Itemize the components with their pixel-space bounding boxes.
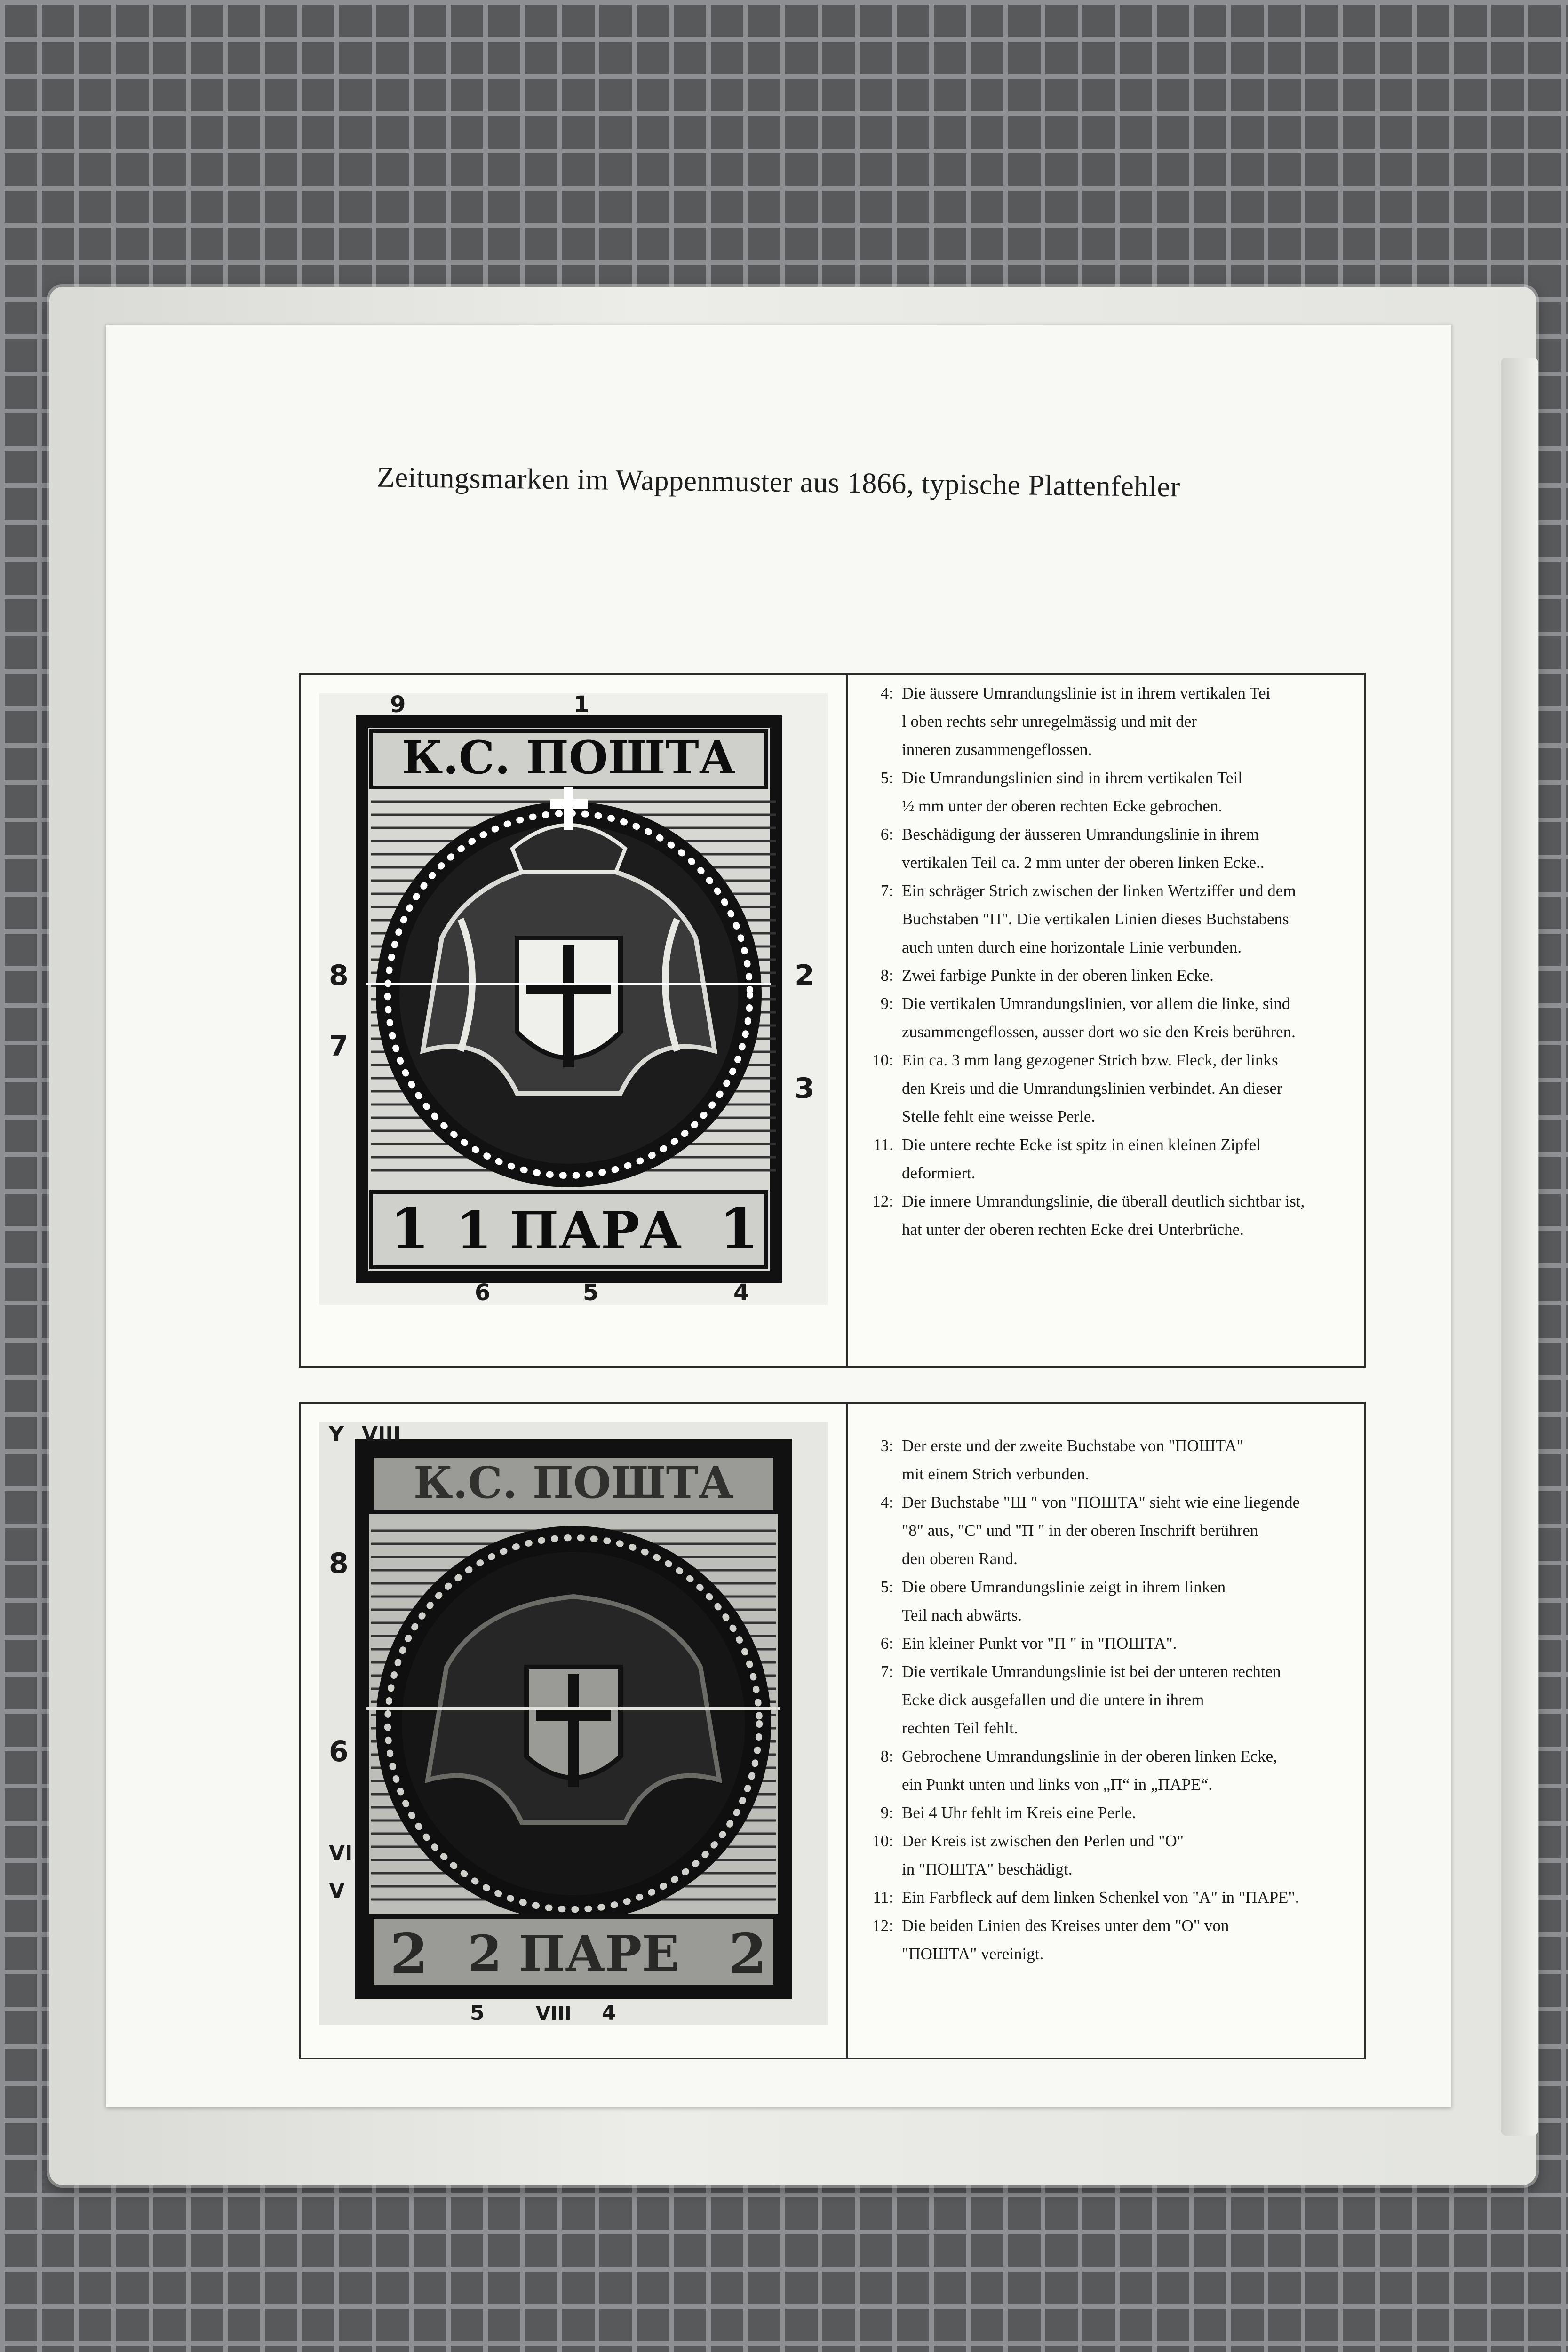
defect-text: Die innere Umrandungslinie, die überall deutlich sichtbar ist, hat unter der oberen rechten Ecke drei Unterbrüche. <box>902 1192 1305 1239</box>
defect-marker: 4 <box>733 1279 749 1305</box>
defect-marker: 3 <box>795 1072 814 1105</box>
defect-item <box>860 1742 1353 1799</box>
defect-marker: VIII <box>362 1422 401 1446</box>
defect-number: 9: <box>880 994 893 1013</box>
defect-text: Beschädigung der äusseren Umrandungslinie in ihrem vertikalen Teil ca. 2 mm unter der oberen linken Ecke.. <box>902 825 1265 872</box>
defect-marker: 6 <box>329 1735 349 1768</box>
defect-marker: V <box>329 1879 345 1903</box>
defect-text: Die Umrandungslinien sind in ihrem vertikalen Teil ½ mm unter der oberen rechten Ecke gebrochen. <box>902 769 1242 815</box>
defect-marker: 8 <box>329 1547 349 1580</box>
album-page <box>106 325 1451 2107</box>
defect-number: 8: <box>880 966 893 985</box>
panel-divider <box>846 1404 848 2058</box>
defect-text: Die obere Umrandungslinie zeigt in ihrem linken Teil nach abwärts. <box>902 1578 1226 1624</box>
defect-text: Bei 4 Uhr fehlt im Kreis eine Perle. <box>902 1804 1136 1822</box>
defect-item <box>860 1799 1353 1827</box>
defect-item <box>860 990 1353 1046</box>
defect-number: 5: <box>880 1578 893 1596</box>
defect-item <box>860 877 1353 961</box>
defect-marker: 6 <box>475 1279 491 1305</box>
defect-number: 7: <box>880 882 893 900</box>
defect-text: Ein Farbfleck auf dem linken Schenkel von "A" in "ПАРЕ". <box>902 1888 1299 1907</box>
stamp-top-inscription: К.С. ПОШТА <box>413 1457 734 1508</box>
panel-1-para-stamp <box>299 673 1366 1368</box>
stamp-value-right: 2 <box>729 1922 767 1986</box>
defect-item <box>860 1046 1353 1131</box>
defect-marker: 9 <box>390 693 406 718</box>
defect-item <box>860 961 1353 990</box>
stamp-enlargement-1 <box>319 693 828 1305</box>
sleeve-edge <box>1501 358 1538 2136</box>
defect-marker: VIII <box>536 2003 572 2025</box>
defect-list-1 <box>860 679 1353 1244</box>
defect-item <box>860 1131 1353 1187</box>
defect-item <box>860 1827 1353 1883</box>
defect-text: Ein kleiner Punkt vor "П " in "ПОШТА". <box>902 1634 1177 1653</box>
stamp-top-inscription: К.С. ПОШТА <box>402 731 736 784</box>
defect-marker: 1 <box>573 693 589 718</box>
defect-number: 11. <box>873 1136 893 1154</box>
defect-number: 12: <box>872 1916 893 1935</box>
defect-item <box>860 820 1353 877</box>
stamp-value-left: 1 <box>390 1196 430 1262</box>
defect-number: 4: <box>880 684 893 702</box>
defect-text: Ein ca. 3 mm lang gezogener Strich bzw. Fleck, der links den Kreis und die Umrandungslinien verbindet. An dieser Stelle fehlt eine weisse Perle. <box>902 1051 1282 1126</box>
defect-marker: 5 <box>470 2001 485 2025</box>
defect-list-2-column <box>860 1432 1353 1968</box>
defect-number: 6: <box>880 825 893 843</box>
defect-list-2 <box>860 1432 1353 1968</box>
defect-marker: VI <box>329 1841 353 1865</box>
defect-marker: 4 <box>602 2001 616 2025</box>
panel-divider <box>846 675 848 1366</box>
defect-number: 3: <box>880 1437 893 1455</box>
defect-text: Ein schräger Strich zwischen der linken Wertziffer und dem Buchstaben "П". Die vertikalen Linien dieses Buchstabens auch unten durch eine horizontale Linie verbunden. <box>902 882 1296 956</box>
stamp-value-left: 2 <box>390 1922 428 1986</box>
defect-number: 4: <box>880 1493 893 1511</box>
stamp-image-2 <box>319 1422 828 2025</box>
defect-text: Die untere rechte Ecke ist spitz in einen kleinen Zipfel deformiert. <box>902 1136 1261 1182</box>
defect-item <box>860 1573 1353 1629</box>
defect-number: 12: <box>872 1192 893 1210</box>
defect-item <box>860 764 1353 820</box>
defect-number: 6: <box>880 1634 893 1653</box>
defect-text: Der erste und der zweite Buchstabe von "ПОШТА" mit einem Strich verbunden. <box>902 1437 1243 1483</box>
defect-text: Die beiden Linien des Kreises unter dem "O" von "ПОШТА" vereinigt. <box>902 1916 1229 1963</box>
defect-text: Zwei farbige Punkte in der oberen linken Ecke. <box>902 966 1214 985</box>
stamp-bottom-inscription: 2 ПАРЕ <box>468 1924 679 1982</box>
defect-marker: 5 <box>583 1279 599 1305</box>
defect-number: 9: <box>880 1804 893 1822</box>
defect-item <box>860 1488 1353 1573</box>
defect-text: Die vertikalen Umrandungslinien, vor allem die linke, sind zusammengeflossen, ausser dort wo sie den Kreis berühren. <box>902 994 1296 1041</box>
defect-text: Der Buchstabe "Ш " von "ПОШТА" sieht wie eine liegende "8" aus, "C" und "П " in der oberen Inschrift berühren den oberen Rand. <box>902 1493 1300 1568</box>
defect-number: 5: <box>880 769 893 787</box>
defect-marker: Y <box>329 1422 344 1446</box>
defect-text: Der Kreis ist zwischen den Perlen und "O" in "ПОШТА" beschädigt. <box>902 1832 1184 1878</box>
defect-marker: 2 <box>795 959 814 992</box>
defect-item <box>860 1187 1353 1244</box>
defect-marker: 7 <box>329 1030 349 1063</box>
page-title: Zeitungsmarken im Wappenmuster aus 1866, typische Plattenfehler <box>376 461 1181 503</box>
stamp-value-right: 1 <box>719 1196 759 1262</box>
defect-item <box>860 1883 1353 1912</box>
defect-marker: 8 <box>329 959 349 992</box>
defect-text: Die äussere Umrandungslinie ist in ihrem vertikalen Tei l oben rechts sehr unregelmässig und mit der inneren zusammengeflossen. <box>902 684 1271 759</box>
stamp-image-1 <box>319 693 828 1305</box>
defect-list-1-column <box>860 679 1353 1244</box>
defect-number: 10: <box>872 1832 893 1850</box>
panel-2-pare-stamp <box>299 1402 1366 2059</box>
defect-item <box>860 1432 1353 1488</box>
stamp-enlargement-2 <box>319 1422 828 2025</box>
defect-text: Gebrochene Umrandungslinie in der oberen linken Ecke, ein Punkt unten und links von „П“ in „ПАРЕ“. <box>902 1747 1277 1794</box>
defect-item <box>860 679 1353 764</box>
defect-text: Die vertikale Umrandungslinie ist bei der unteren rechten Ecke dick ausgefallen und die untere in ihrem rechten Teil fehlt. <box>902 1662 1281 1737</box>
defect-number: 8: <box>880 1747 893 1765</box>
defect-item <box>860 1912 1353 1968</box>
defect-item <box>860 1658 1353 1742</box>
defect-number: 10: <box>872 1051 893 1069</box>
defect-number: 11: <box>873 1888 893 1907</box>
defect-item <box>860 1629 1353 1658</box>
defect-number: 7: <box>880 1662 893 1681</box>
stamp-bottom-inscription: 1 ПАРА <box>455 1200 682 1261</box>
